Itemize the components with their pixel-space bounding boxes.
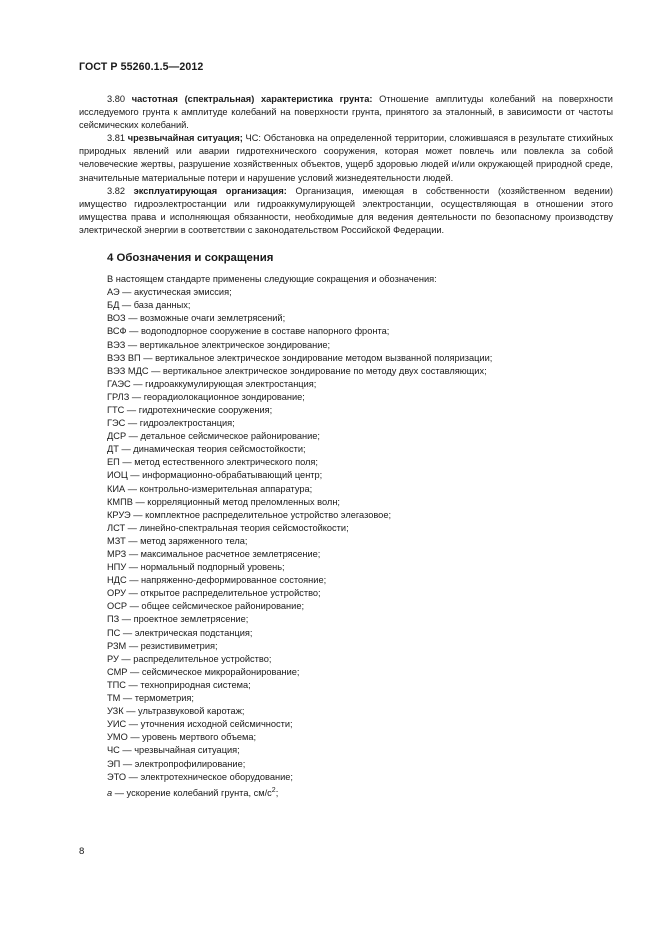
list-item: МЗТ — метод заряженного тела; (107, 535, 248, 546)
list-item: ОСР — общее сейсмическое районирование; (107, 601, 305, 612)
list-item: ВЭЗ МДС — вертикальное электрическое зондирование по методу двух составляющих; (107, 365, 487, 376)
document-header: ГОСТ Р 55260.1.5—2012 (79, 61, 204, 73)
list-item: ВСФ — водоподпорное сооружение в составе напорного фронта; (107, 326, 390, 337)
list-item: РУ — распределительное устройство; (107, 653, 272, 664)
list-item: СМР — сейсмическое микрорайонирование; (107, 666, 300, 677)
list-item: ВЭЗ ВП — вертикальное электрическое зондирование методом вызванной поляризации; (107, 352, 493, 363)
list-item: НПУ — нормальный подпорный уровень; (107, 562, 285, 573)
list-item: a — ускорение колебаний грунта, $см/с^2$; (107, 786, 279, 798)
definition-3-82: 3.82 эксплуатирующая организация: Организация, имеющая в собственности (хозяйственном ведении) имущество гидроэлектростанции или гидроаккумулирующей электростанции, осуществляющая в отношении этого имущества права и исполняющая обязанности, необходимые для ведения деятельности по безопасному производству электрической энергии в соответствии с законодательством Российской Федерации. (79, 185, 613, 235)
list-item: ТМ — термометрия; (107, 693, 194, 704)
list-item: УИС — уточнения исходной сейсмичности; (107, 719, 293, 730)
page-number: 8 (79, 846, 85, 857)
list-item: ВОЗ — возможные очаги землетрясений; (107, 313, 286, 324)
list-item: ГРЛЗ — георадиолокационное зондирование; (107, 391, 305, 402)
abbreviation-list (79, 286, 613, 800)
section-intro: В настоящем стандарте применены следующие сокращения и обозначения: (107, 274, 437, 285)
list-item: ЕП — метод естественного электрического поля; (107, 457, 319, 468)
list-item: НДС — напряженно-деформированное состояние; (107, 575, 327, 586)
definition-3-81: 3.81 чрезвычайная ситуация; ЧС: Обстановка на определенной территории, сложившаяся в результате стихийных природных явлений или аварии гидротехнического сооружения, которая может повлечь или повлекла за собой человеческие жертвы, разрушение хозяйственных объектов, ущерб здоровью людей и/или окружающей природной среде, значительные материальные потери и нарушение условий жизнедеятельности людей. (79, 133, 613, 183)
list-item: ТПС — техноприродная система; (107, 679, 251, 690)
list-item: ЧС — чрезвычайная ситуация; (107, 745, 240, 756)
term: чрезвычайная ситуация; (127, 133, 243, 144)
list-item: КМПВ — корреляционный метод преломленных волн; (107, 496, 341, 507)
list-item: ПС — электрическая подстанция; (107, 627, 253, 638)
list-item: БД — база данных; (107, 300, 191, 311)
list-item: ДСР — детальное сейсмическое районирование; (107, 431, 320, 442)
list-item: УЗК — ультразвуковой каротаж; (107, 706, 245, 717)
section-title: 4 Обозначения и сокращения (107, 252, 274, 265)
definition-3-80: 3.80 частотная (спектральная) характеристика грунта: Отношение амплитуды колебаний на поверхности исследуемого грунта к амплитуде колебаний на поверхности грунта, принятого за эталонный, в зависимости от частоты сейсмических колебаний. (79, 94, 613, 131)
list-item: АЭ — акустическая эмиссия; (107, 287, 232, 298)
list-item: ИОЦ — информационно-обрабатывающий центр; (107, 470, 323, 481)
list-item: ЭП — электропрофилирование; (107, 758, 246, 769)
list-item: ДТ — динамическая теория сейсмостойкости; (107, 444, 306, 455)
list-item: РЗМ — резистивиметрия; (107, 640, 218, 651)
list-item: ГТС — гидротехнические сооружения; (107, 404, 273, 415)
term: эксплуатирующая организация: (133, 185, 287, 196)
list-item: МРЗ — максимальное расчетное землетрясение; (107, 549, 321, 559)
list-item: КРУЭ — комплектное распределительное устройство элегазовое; (107, 509, 392, 520)
list-item: ГАЭС — гидроаккумулирующая электростанция; (107, 378, 317, 389)
list-item: УМО — уровень мертвого объема; (107, 732, 257, 743)
term: частотная (спектральная) характеристика грунта: (131, 94, 373, 104)
list-item: ЛСТ — линейно-спектральная теория сейсмостойкости; (107, 522, 349, 533)
list-item: ЭТО — электротехническое оборудование; (107, 771, 294, 782)
list-item: ГЭС — гидроэлектростанция; (107, 418, 235, 429)
page-body (79, 93, 613, 800)
list-item: ВЭЗ — вертикальное электрическое зондирование; (107, 339, 331, 350)
list-item: ПЗ — проектное землетрясение; (107, 614, 249, 625)
list-item: ОРУ — открытое распределительное устройство; (107, 588, 321, 599)
list-item: КИА — контрольно-измерительная аппаратура; (107, 483, 313, 494)
